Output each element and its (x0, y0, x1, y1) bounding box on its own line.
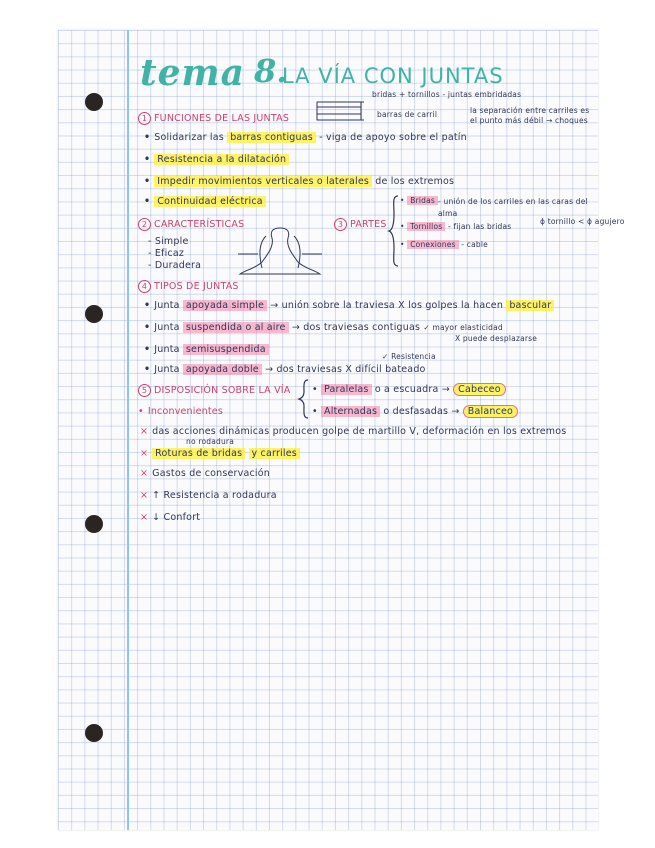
binder-hole (85, 305, 103, 323)
header-note-1: bridas + tornillos - juntas embridadas (372, 90, 522, 99)
characteristic-item: - Simple (148, 236, 189, 247)
section-2-heading: 2 CARACTERÍSTICAS (138, 218, 244, 231)
header-note-2: barras de carril (377, 110, 438, 119)
inconveniente-item: × Roturas de bridas y carriles (140, 448, 300, 459)
inconvenientes-heading: • Inconvenientes (138, 406, 224, 417)
disposition-item: • Paralelas o a escuadra → Cabeceo (312, 384, 506, 395)
margin-line (127, 30, 129, 830)
rail-cross-section-sketch (232, 224, 327, 280)
title-number: 8. (254, 52, 288, 90)
joint-type-item: • Junta apoyada doble → dos traviesas X difícil bateado (144, 364, 426, 375)
section-4-heading: 4 TIPOS DE JUNTAS (138, 280, 239, 293)
function-item: • Impedir movimientos verticales o laterales de los extremos (144, 176, 455, 187)
binder-hole (85, 93, 103, 111)
function-item: • Resistencia a la dilatación (144, 154, 289, 165)
part-item-note: ϕ tornillo < ϕ agujero (540, 217, 625, 226)
function-item: • Continuidad eléctrica (144, 196, 266, 207)
section-2-number: 2 (138, 218, 151, 231)
inconveniente-item: × ↑ Resistencia a rodadura (140, 490, 277, 501)
joint-type-item: • Junta apoyada simple → unión sobre la traviesa X los golpes la hacen bascular (144, 300, 554, 311)
title-word: tema (140, 52, 245, 94)
section-5-heading: 5 DISPOSICIÓN SOBRE LA VÍA (138, 384, 291, 397)
part-item: • Tornillos - fijan las bridas (400, 222, 512, 231)
inconveniente-item: × Gastos de conservación (140, 468, 271, 479)
disposition-item: • Alternadas o desfasadas → Balanceo (312, 406, 518, 417)
disposition-brace (298, 378, 310, 420)
section-3-heading: 3 PARTES (334, 218, 387, 231)
joint-type-item: • Junta semisuspendida (144, 344, 269, 355)
part-item-description: - unión de los carriles en las caras del alma (438, 197, 588, 218)
page-title: LA VÍA CON JUNTAS (282, 64, 504, 88)
inconveniente-item: × das acciones dinámicas producen golpe de martillo V, deformación en los extremos (140, 426, 567, 437)
header-note-3: la separación entre carriles es el punto más débil → choques (470, 106, 590, 125)
section-1-heading: 1 FUNCIONES DE LAS JUNTAS (138, 112, 289, 125)
section-5-number: 5 (138, 384, 151, 397)
part-item: • Bridas (400, 196, 438, 205)
section-4-number: 4 (138, 280, 151, 293)
inconveniente-item: × ↓ Confort (140, 512, 201, 523)
joint-type-note: ✓ Resistencia (382, 352, 436, 361)
binder-hole (85, 724, 103, 742)
characteristic-item: - Duradera (148, 260, 202, 271)
section-1-number: 1 (138, 112, 151, 125)
section-3-number: 3 (334, 218, 347, 231)
joint-type-item: • Junta suspendida o al aire → dos traviesas contiguas ✓ mayor elasticidad (144, 322, 503, 333)
characteristic-item: - Eficaz (148, 248, 185, 259)
function-item: • Solidarizar las barras contiguas - viga de apoyo sobre el patín (144, 132, 467, 143)
parts-brace (388, 194, 400, 268)
binder-hole (85, 515, 103, 533)
inconveniente-subnote: no rodadura (186, 437, 234, 446)
rail-joint-sketch (316, 100, 366, 124)
joint-type-note: X puede desplazarse (455, 334, 538, 343)
part-item: • Conexiones - cable (400, 240, 488, 249)
